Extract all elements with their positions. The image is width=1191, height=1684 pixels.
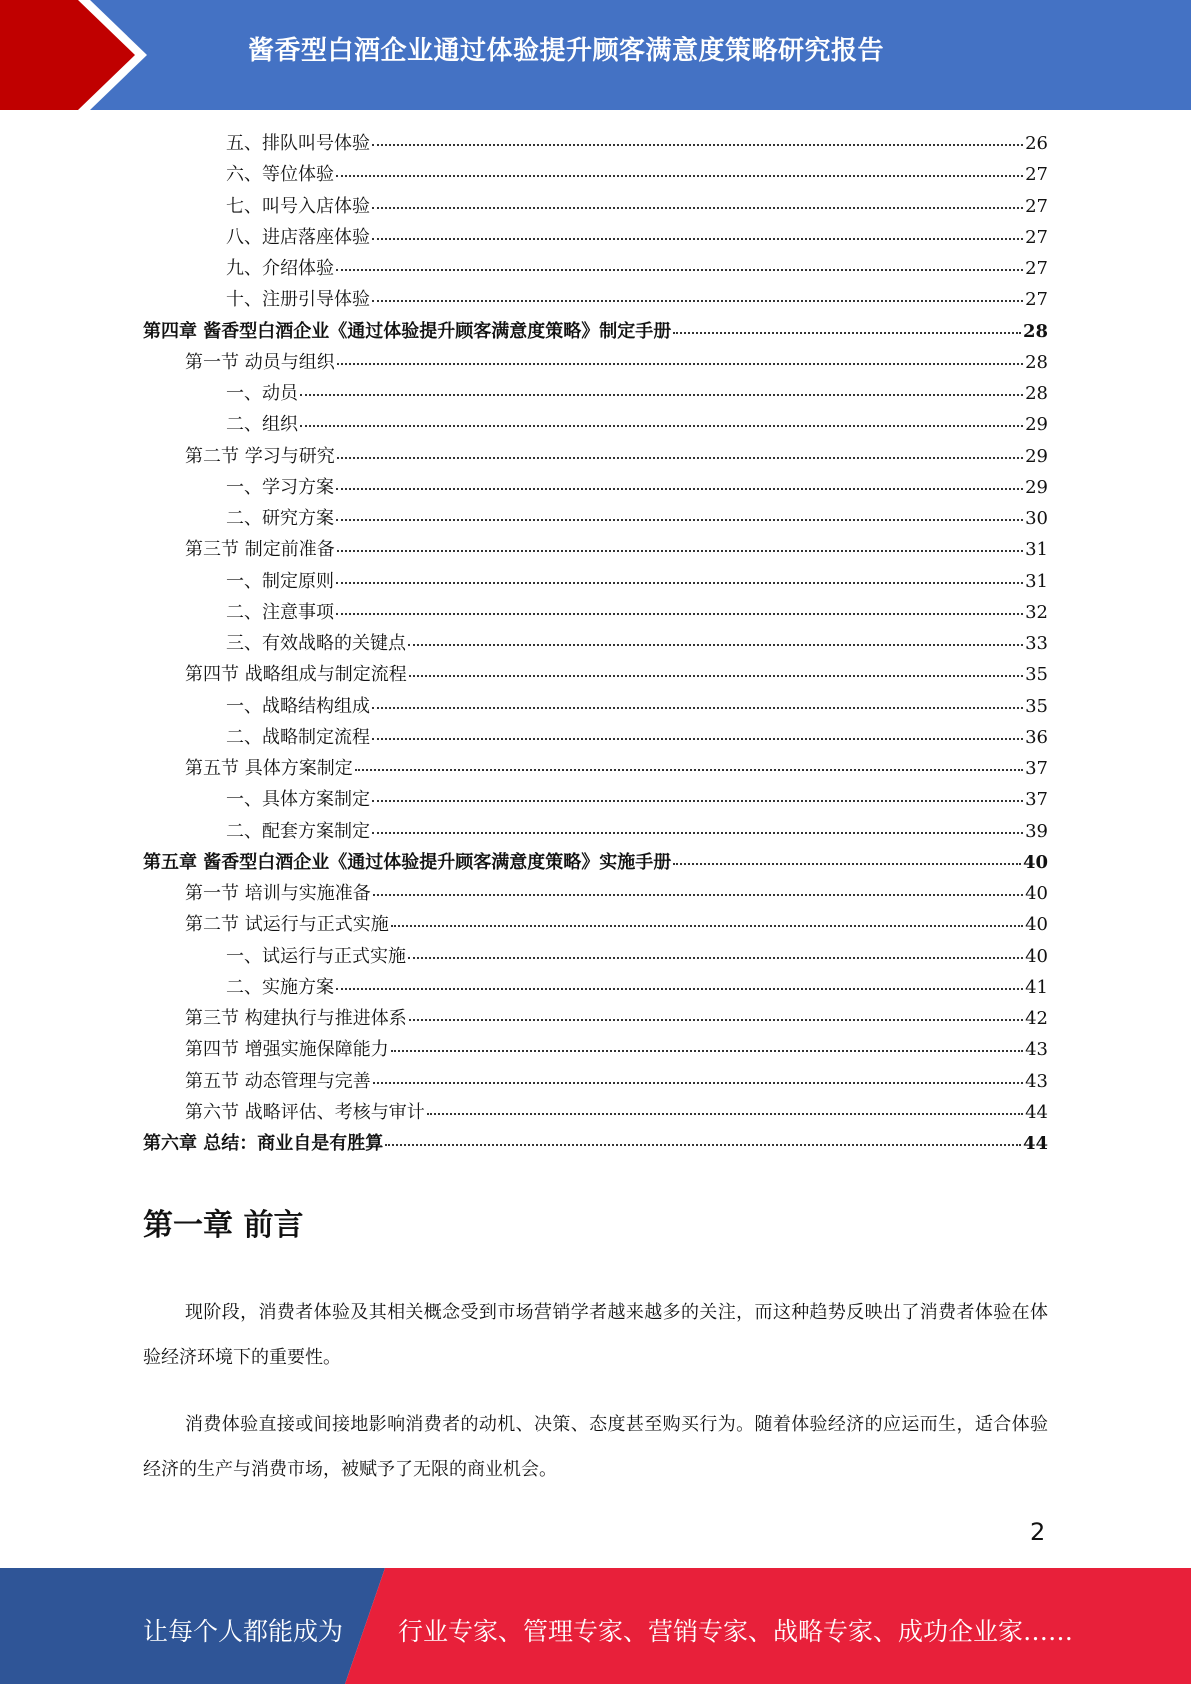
toc-entry-page: 27 [1025, 289, 1048, 311]
toc-entry[interactable] [143, 941, 1048, 972]
toc-entry-page: 28 [1025, 383, 1048, 404]
toc-entry-title: 三、有效战略的关键点 [226, 633, 406, 654]
toc-entry-title: 第四节 战略组成与制定流程 [185, 664, 407, 686]
toc-entry-title: 一、具体方案制定 [226, 789, 370, 811]
toc-entry-title: 二、研究方案 [226, 508, 334, 529]
toc-entry-title: 第二节 学习与研究 [185, 445, 335, 467]
toc-entry-page: 40 [1025, 914, 1048, 936]
toc-entry-page: 28 [1025, 351, 1048, 373]
toc-entry-page: 27 [1025, 195, 1048, 217]
body-paragraph: 消费体验直接或间接地影响消费者的动机、决策、态度甚至购买行为。随着体验经济的应运而生，适合体验经济的生产与消费市场，被赋予了无限的商业机会。 [143, 1414, 1048, 1480]
toc-entry[interactable] [143, 253, 1048, 284]
toc-entry[interactable] [143, 597, 1048, 628]
toc-entry-title: 第五章 酱香型白酒企业《通过体验提升顾客满意度策略》实施手册 [143, 851, 672, 873]
toc-dot-leader [372, 730, 1023, 740]
toc-entry-title: 第四节 增强实施保障能力 [185, 1039, 389, 1061]
toc-entry[interactable] [143, 347, 1048, 378]
toc-entry-title: 第五节 具体方案制定 [185, 758, 353, 779]
toc-entry[interactable] [143, 659, 1048, 690]
toc-dot-leader [391, 917, 1023, 927]
toc-dot-leader [408, 636, 1023, 646]
toc-entry-page: 28 [1022, 320, 1048, 342]
toc-entry-page: 31 [1025, 570, 1048, 592]
toc-entry-title: 第六章 总结：商业自是有胜算 [143, 1133, 384, 1154]
toc-dot-leader [336, 980, 1023, 990]
chapter-heading: 第一章 前言 [143, 1208, 304, 1243]
toc-entry-title: 第三节 构建执行与推进体系 [185, 1008, 407, 1029]
toc-entry[interactable] [143, 378, 1048, 409]
toc-entry-title: 八、进店落座体验 [226, 226, 370, 248]
toc-entry[interactable] [143, 1097, 1048, 1128]
body-paragraph: 现阶段，消费者体验及其相关概念受到市场营销学者越来越多的关注，而这种趋势反映出了消费者体验在体验经济环境下的重要性。 [143, 1302, 1048, 1368]
toc-dot-leader [372, 230, 1023, 240]
toc-entry-page: 26 [1025, 133, 1048, 154]
toc-entry[interactable] [143, 1066, 1048, 1097]
toc-entry-title: 第一节 动员与组织 [185, 351, 335, 373]
toc-entry-page: 44 [1025, 1101, 1048, 1123]
toc-dot-leader [408, 949, 1023, 959]
toc-entry-page: 29 [1025, 414, 1048, 436]
toc-entry[interactable] [143, 566, 1048, 597]
toc-entry-title: 第六节 战略评估、考核与审计 [185, 1101, 425, 1123]
toc-entry-page: 37 [1025, 789, 1048, 811]
footer-slogan-right: 行业专家、管理专家、营销专家、战略专家、成功企业家…… [398, 1617, 1074, 1646]
toc-entry[interactable] [143, 816, 1048, 847]
toc-dot-leader [336, 480, 1023, 490]
toc-entry[interactable] [143, 472, 1048, 503]
toc-entry[interactable] [143, 159, 1048, 190]
footer-slogan-left: 让每个人都能成为 [143, 1617, 344, 1646]
toc-dot-leader [372, 136, 1023, 146]
toc-dot-leader [373, 1074, 1023, 1084]
toc-entry-page: 32 [1025, 601, 1048, 623]
toc-entry[interactable] [143, 534, 1048, 565]
toc-dot-leader [337, 449, 1023, 459]
toc-entry-page: 33 [1025, 633, 1048, 654]
toc-entry-title: 一、动员 [226, 383, 298, 404]
toc-entry[interactable] [143, 909, 1048, 940]
toc-dot-leader [372, 292, 1023, 302]
toc-entry-title: 一、战略结构组成 [226, 695, 370, 717]
toc-entry-title: 一、制定原则 [226, 570, 334, 592]
toc-dot-leader [372, 199, 1023, 209]
toc-entry-title: 二、注意事项 [226, 601, 334, 623]
toc-entry-page: 40 [1025, 883, 1048, 904]
toc-dot-leader [409, 1011, 1023, 1021]
toc-dot-leader [337, 355, 1023, 365]
toc-entry[interactable] [143, 628, 1048, 659]
toc-entry-title: 第三节 制定前准备 [185, 539, 335, 561]
toc-dot-leader [372, 824, 1023, 834]
toc-entry[interactable] [143, 191, 1048, 222]
toc-entry[interactable] [143, 128, 1048, 159]
toc-entry[interactable] [143, 1034, 1048, 1065]
toc-dot-leader [336, 605, 1023, 615]
toc-entry-page: 29 [1025, 476, 1048, 498]
toc-entry-title: 一、试运行与正式实施 [226, 945, 406, 967]
toc-entry-title: 五、排队叫号体验 [226, 133, 370, 154]
page-header [0, 0, 1191, 110]
toc-entry-page: 29 [1025, 445, 1048, 467]
toc-entry-page: 27 [1025, 226, 1048, 248]
toc-entry-page: 43 [1025, 1070, 1048, 1092]
toc-entry-title: 九、介绍体验 [226, 258, 334, 279]
toc-dot-leader [336, 511, 1023, 521]
toc-dot-leader [336, 261, 1023, 271]
toc-entry[interactable] [143, 284, 1048, 315]
toc-dot-leader [391, 1042, 1023, 1052]
toc-entry[interactable] [143, 1003, 1048, 1034]
toc-entry-page: 39 [1025, 820, 1048, 842]
toc-entry[interactable] [143, 784, 1048, 815]
toc-entry-title: 十、注册引导体验 [226, 289, 370, 311]
toc-entry-page: 41 [1025, 976, 1048, 998]
toc-entry-title: 二、组织 [226, 414, 298, 436]
toc-dot-leader [673, 324, 1021, 334]
toc-dot-leader [355, 761, 1023, 771]
toc-entry-title: 二、实施方案 [226, 976, 334, 998]
toc-entry[interactable] [143, 409, 1048, 440]
toc-entry-page: 30 [1025, 508, 1048, 529]
toc-entry[interactable] [143, 878, 1048, 909]
toc-entry-page: 27 [1025, 258, 1048, 279]
toc-dot-leader [337, 542, 1023, 552]
toc-dot-leader [336, 167, 1023, 177]
toc-entry-page: 35 [1025, 695, 1048, 717]
toc-entry-title: 六、等位体验 [226, 164, 334, 186]
toc-dot-leader [336, 574, 1023, 584]
toc-dot-leader [300, 417, 1023, 427]
toc-dot-leader [300, 386, 1023, 396]
table-of-contents [143, 128, 1048, 1159]
toc-entry-page: 37 [1025, 758, 1048, 779]
toc-entry-title: 七、叫号入店体验 [226, 195, 370, 217]
toc-entry-page: 40 [1025, 945, 1048, 967]
toc-dot-leader [373, 886, 1023, 896]
toc-entry-page: 36 [1025, 726, 1048, 748]
toc-entry[interactable] [143, 503, 1048, 534]
page-number: 2 [1030, 1518, 1046, 1546]
toc-entry-page: 31 [1025, 539, 1048, 561]
toc-dot-leader [427, 1105, 1023, 1115]
toc-dot-leader [409, 667, 1023, 677]
toc-entry-title: 第四章 酱香型白酒企业《通过体验提升顾客满意度策略》制定手册 [143, 320, 672, 342]
toc-entry-title: 二、配套方案制定 [226, 820, 370, 842]
toc-entry-title: 第五节 动态管理与完善 [185, 1070, 371, 1092]
toc-entry-page: 40 [1022, 851, 1048, 873]
toc-entry[interactable] [143, 691, 1048, 722]
toc-entry-page: 42 [1025, 1008, 1048, 1029]
toc-entry[interactable] [143, 972, 1048, 1003]
toc-entry[interactable] [143, 316, 1048, 347]
toc-entry-title: 第一节 培训与实施准备 [185, 883, 371, 904]
page-footer [0, 1568, 1191, 1684]
toc-entry[interactable] [143, 722, 1048, 753]
toc-dot-leader [372, 699, 1023, 709]
toc-entry-title: 一、学习方案 [226, 476, 334, 498]
toc-entry[interactable] [143, 441, 1048, 472]
toc-entry-title: 二、战略制定流程 [226, 726, 370, 748]
toc-dot-leader [385, 1136, 1021, 1146]
toc-dot-leader [372, 792, 1023, 802]
toc-entry[interactable] [143, 847, 1048, 878]
toc-entry[interactable] [143, 222, 1048, 253]
report-title: 酱香型白酒企业通过体验提升顾客满意度策略研究报告 [248, 36, 885, 66]
toc-entry-page: 35 [1025, 664, 1048, 686]
toc-entry-title: 第二节 试运行与正式实施 [185, 914, 389, 936]
toc-entry[interactable] [143, 1128, 1048, 1159]
toc-entry[interactable] [143, 753, 1048, 784]
toc-entry-page: 27 [1025, 164, 1048, 186]
header-arrow-decoration [0, 0, 200, 110]
toc-entry-page: 43 [1025, 1039, 1048, 1061]
toc-entry-page: 44 [1022, 1133, 1048, 1154]
toc-dot-leader [673, 855, 1021, 865]
